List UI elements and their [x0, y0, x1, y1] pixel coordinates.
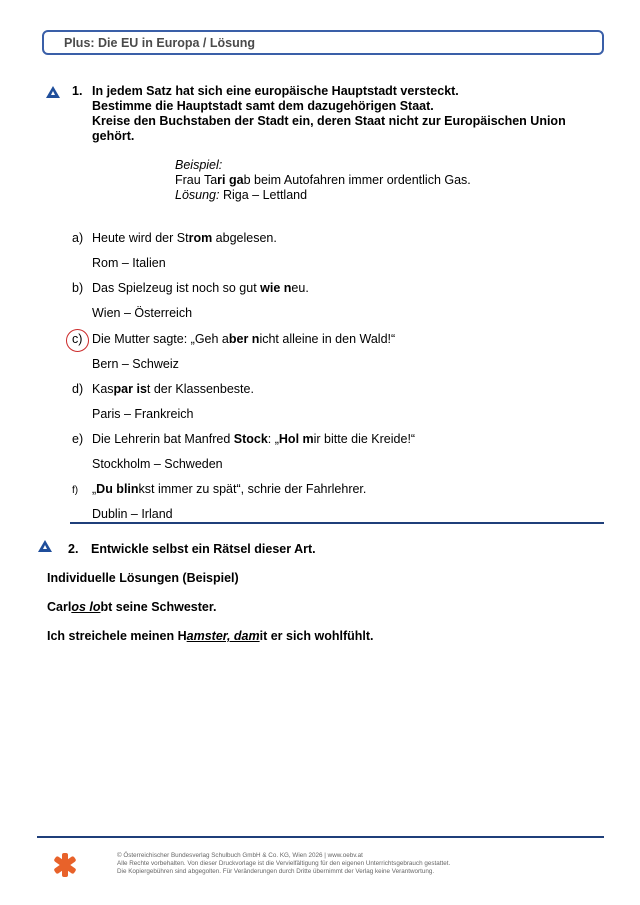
item-f-sentence: „Du blinkst immer zu spät“, schrie der Fahrlehrer. [92, 482, 367, 496]
item-c-answer: Bern – Schweiz [92, 357, 179, 371]
section-divider [70, 522, 604, 524]
footer-disclaimer: Die Kopiergebühren sind abgegolten. Für Veränderungen durch Dritte übernimmt der Verlag keine Verantwortung. [117, 868, 435, 875]
item-a-letter: a) [72, 231, 84, 245]
task1-line-1: In jedem Satz hat sich eine europäische Hauptstadt versteckt. [92, 84, 459, 98]
item-e-sentence: Die Lehrerin bat Manfred Stock: „Hol mir bitte die Kreide!“ [92, 432, 416, 446]
item-c-sentence: Die Mutter sagte: „Geh aber nicht alleine in den Wald!“ [92, 332, 396, 346]
task1-line-4: gehört. [92, 129, 135, 143]
task2-example-2: Ich streichele meinen Hamster, damit er sich wohlfühlt. [47, 629, 374, 643]
item-f-answer: Dublin – Irland [92, 507, 173, 521]
item-d-letter: d) [72, 382, 84, 396]
item-f-letter: f) [72, 485, 79, 496]
example-solution: Lösung: Riga – Lettland [175, 188, 308, 202]
item-c-letter: c) [72, 332, 83, 346]
task2-title: Entwickle selbst ein Rätsel dieser Art. [91, 542, 316, 556]
example-label: Beispiel: [175, 158, 223, 172]
level-triangle-icon [38, 540, 52, 552]
item-b-sentence: Das Spielzeug ist noch so gut wie neu. [92, 281, 309, 295]
level-triangle-icon [46, 86, 60, 98]
task2-number: 2. [68, 542, 79, 556]
footer-copyright: © Österreichischer Bundesverlag Schulbuch GmbH & Co. KG, Wien 2026 | www.oebv.at [117, 852, 363, 859]
item-e-letter: e) [72, 432, 84, 446]
header-box [42, 30, 604, 55]
task2-subheading: Individuelle Lösungen (Beispiel) [47, 571, 239, 585]
task2-example-1: Carlos lobt seine Schwester. [47, 600, 217, 614]
footer-divider [37, 836, 604, 838]
item-a-answer: Rom – Italien [92, 256, 166, 270]
task1-number: 1. [72, 84, 83, 98]
item-a-sentence: Heute wird der Strom abgelesen. [92, 231, 277, 245]
item-b-letter: b) [72, 281, 84, 295]
footer-rights: Alle Rechte vorbehalten. Von dieser Druckvorlage ist die Vervielfältigung für den eigenen Unterrichtsgebrauch gestattet. [117, 860, 451, 867]
publisher-logo-icon [52, 852, 78, 878]
task1-line-3: Kreise den Buchstaben der Stadt ein, deren Staat nicht zur Europäischen Union [92, 114, 566, 128]
item-b-answer: Wien – Österreich [92, 306, 193, 320]
task1-line-2: Bestimme die Hauptstadt samt dem dazugehörigen Staat. [92, 99, 434, 113]
example-sentence: Frau Tari gab beim Autofahren immer ordentlich Gas. [175, 173, 471, 187]
item-d-sentence: Kaspar ist der Klassenbeste. [92, 382, 254, 396]
item-e-answer: Stockholm – Schweden [92, 457, 223, 471]
page-title: Plus: Die EU in Europa / Lösung [64, 36, 255, 50]
item-d-answer: Paris – Frankreich [92, 407, 194, 421]
